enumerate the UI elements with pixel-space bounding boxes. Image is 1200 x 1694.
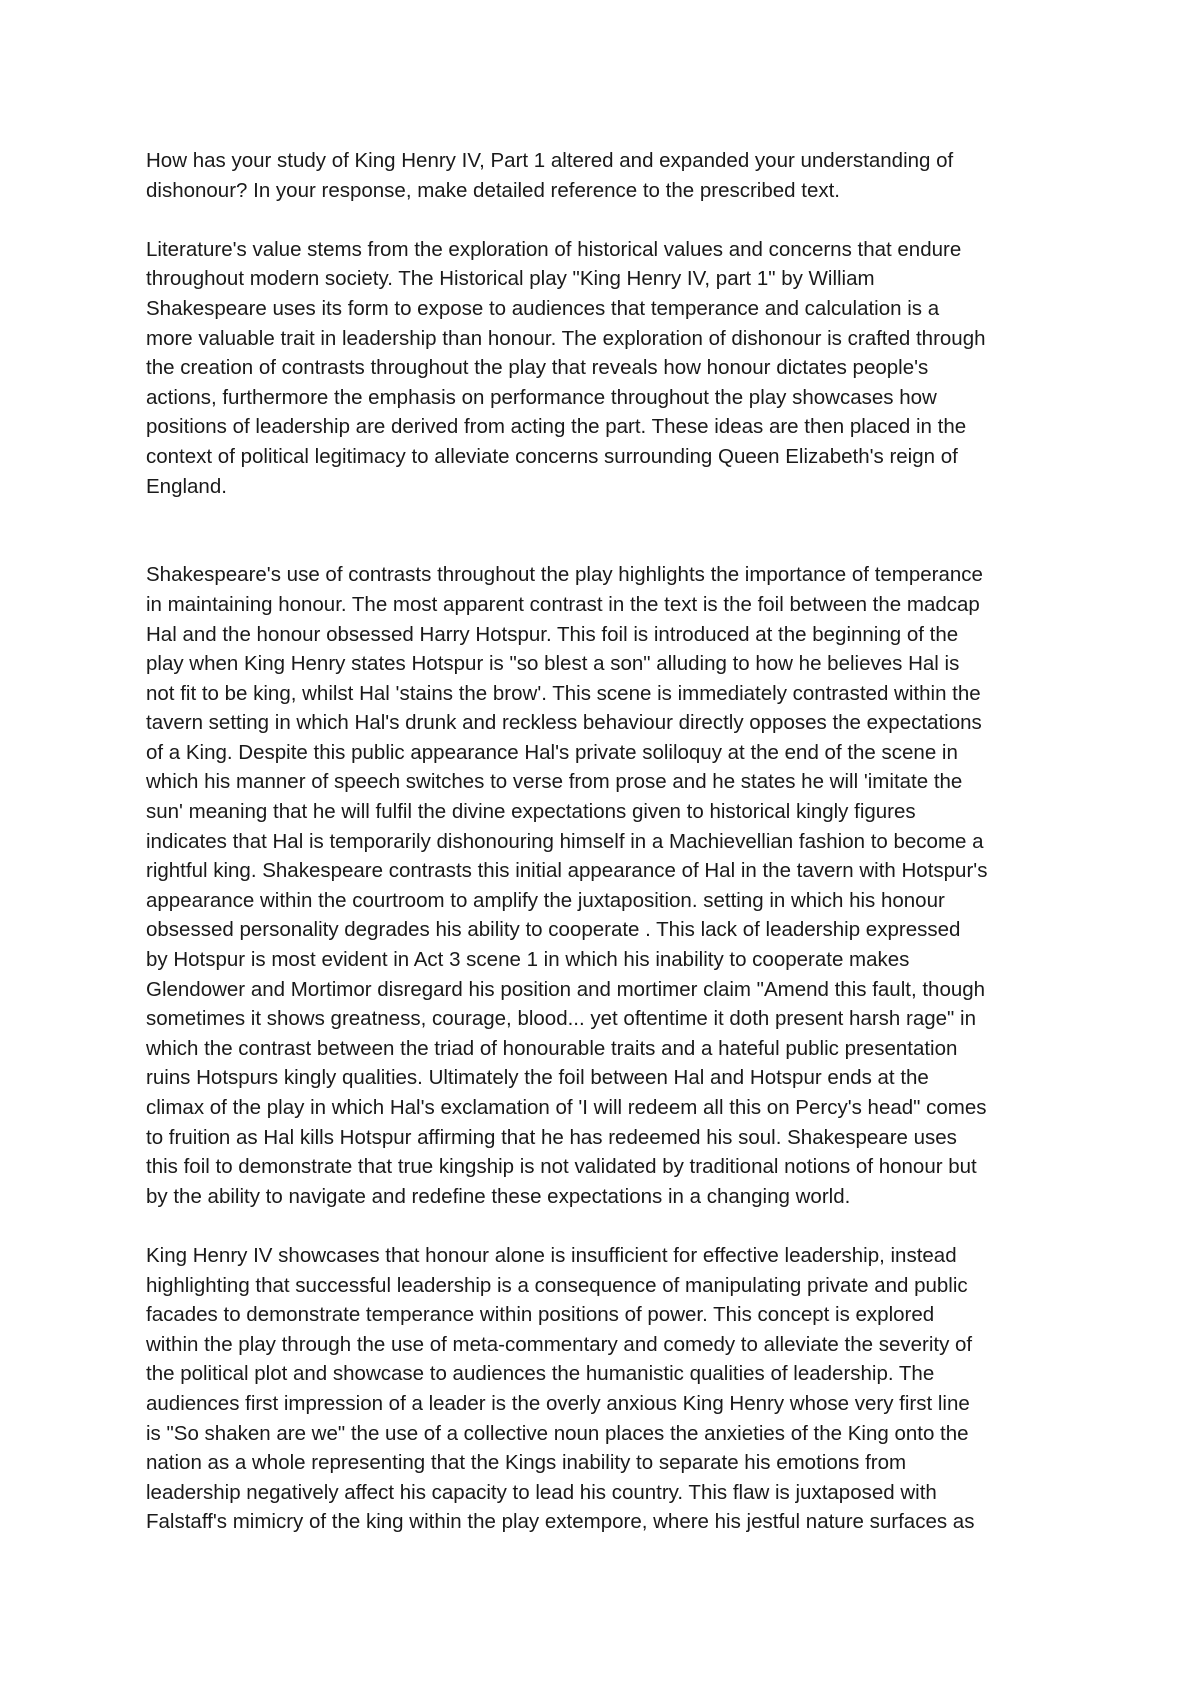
text-line: by the ability to navigate and redefine these expectations in a changing world. (146, 1184, 851, 1208)
text-line: obsessed personality degrades his ability to cooperate . This lack of leadership expressed (146, 918, 961, 942)
text-line: within the play through the use of meta-commentary and comedy to alleviate the severity of (146, 1332, 973, 1356)
text-line: more valuable trait in leadership than honour. The exploration of dishonour is crafted through (146, 326, 986, 350)
text-line: audiences first impression of a leader is the overly anxious King Henry whose very first line (146, 1391, 970, 1415)
paragraph-gap (146, 1211, 1071, 1241)
text-line: throughout modern society. The Historical play "King Henry IV, part 1" by William (146, 267, 875, 291)
text-line: indicates that Hal is temporarily dishonouring himself in a Machievellian fashion to become a (146, 829, 984, 853)
text-line: climax of the play in which Hal's exclamation of 'I will redeem all this on Percy's head" comes (146, 1096, 987, 1119)
text-line: which the contrast between the triad of honourable traits and a hateful public presentation (146, 1036, 958, 1060)
text-line: sun' meaning that he will fulfil the divine expectations given to historical kingly figures (146, 800, 916, 824)
text-line: play when King Henry states Hotspur is "so blest a son" alluding to how he believes Hal is (146, 652, 960, 676)
text-line: ruins Hotspurs kingly qualities. Ultimately the foil between Hal and Hotspur ends at the (146, 1066, 929, 1090)
text-line: Hal and the honour obsessed Harry Hotspur. This foil is introduced at the beginning of the (146, 622, 959, 646)
text-line: sometimes it shows greatness, courage, blood... yet oftentime it doth present harsh rage" in (146, 1007, 976, 1031)
text-line: actions, furthermore the emphasis on performance throughout the play showcases how (146, 385, 937, 409)
text-line: to fruition as Hal kills Hotspur affirming that he has redeemed his soul. Shakespeare uses (146, 1125, 957, 1149)
text-line: the creation of contrasts throughout the play that reveals how honour dictates people's (146, 356, 929, 380)
text-line: rightful king. Shakespeare contrasts this initial appearance of Hal in the tavern with Hotspur's (146, 859, 988, 883)
text-line: is "So shaken are we" the use of a collective noun places the anxieties of the King onto the (146, 1421, 969, 1445)
introduction-paragraph (146, 235, 1071, 501)
paragraph-gap (146, 205, 1071, 235)
text-line: appearance within the courtroom to amplify the juxtaposition. setting in which his honour (146, 888, 945, 912)
text-line: positions of leadership are derived from acting the part. These ideas are then placed in the (146, 415, 967, 439)
text-line: the political plot and showcase to audiences the humanistic qualities of leadership. The (146, 1362, 935, 1386)
text-line: Literature's value stems from the exploration of historical values and concerns that endure (146, 237, 962, 261)
text-line: England. (146, 474, 227, 498)
text-line: leadership negatively affect his capacity to lead his country. This flaw is juxtaposed with (146, 1480, 937, 1504)
text-line: nation as a whole representing that the Kings inability to separate his emotions from (146, 1451, 907, 1475)
text-line: tavern setting in which Hal's drunk and reckless behaviour directly opposes the expectations (146, 711, 982, 735)
text-line: How has your study of King Henry IV, Part 1 altered and expanded your understanding of (146, 149, 954, 172)
text-line: King Henry IV showcases that honour alone is insufficient for effective leadership, instead (146, 1243, 957, 1267)
text-line: Shakespeare's use of contrasts throughout the play highlights the importance of temperance (146, 563, 983, 587)
text-line: facades to demonstrate temperance within positions of power. This concept is explored (146, 1303, 935, 1327)
text-line: in maintaining honour. The most apparent contrast in the text is the foil between the madcap (146, 592, 980, 616)
paragraph-gap (146, 501, 1071, 560)
body-paragraph-leadership (146, 1241, 1071, 1537)
body-paragraph-contrasts (146, 560, 1071, 1211)
text-line: not fit to be king, whilst Hal 'stains the brow'. This scene is immediately contrasted within the (146, 681, 981, 705)
text-line: by Hotspur is most evident in Act 3 scene 1 in which his inability to cooperate makes (146, 948, 910, 972)
text-line: this foil to demonstrate that true kingship is not validated by traditional notions of honour but (146, 1155, 977, 1179)
essay-body (146, 146, 1071, 1537)
text-line: highlighting that successful leadership is a consequence of manipulating private and public (146, 1273, 968, 1297)
text-line: dishonour? In your response, make detailed reference to the prescribed text. (146, 178, 840, 202)
text-line: Glendower and Mortimor disregard his position and mortimer claim "Amend this fault, though (146, 977, 986, 1001)
text-line: Falstaff's mimicry of the king within the play extempore, where his jestful nature surfaces as (146, 1510, 975, 1534)
text-line: of a King. Despite this public appearance Hal's private soliloquy at the end of the scene in (146, 740, 958, 764)
text-line: context of political legitimacy to alleviate concerns surrounding Queen Elizabeth's reign of (146, 444, 958, 468)
text-line: which his manner of speech switches to verse from prose and he states he will 'imitate the (146, 770, 963, 794)
text-line: Shakespeare uses its form to expose to audiences that temperance and calculation is a (146, 296, 940, 320)
essay-question (146, 146, 1071, 205)
